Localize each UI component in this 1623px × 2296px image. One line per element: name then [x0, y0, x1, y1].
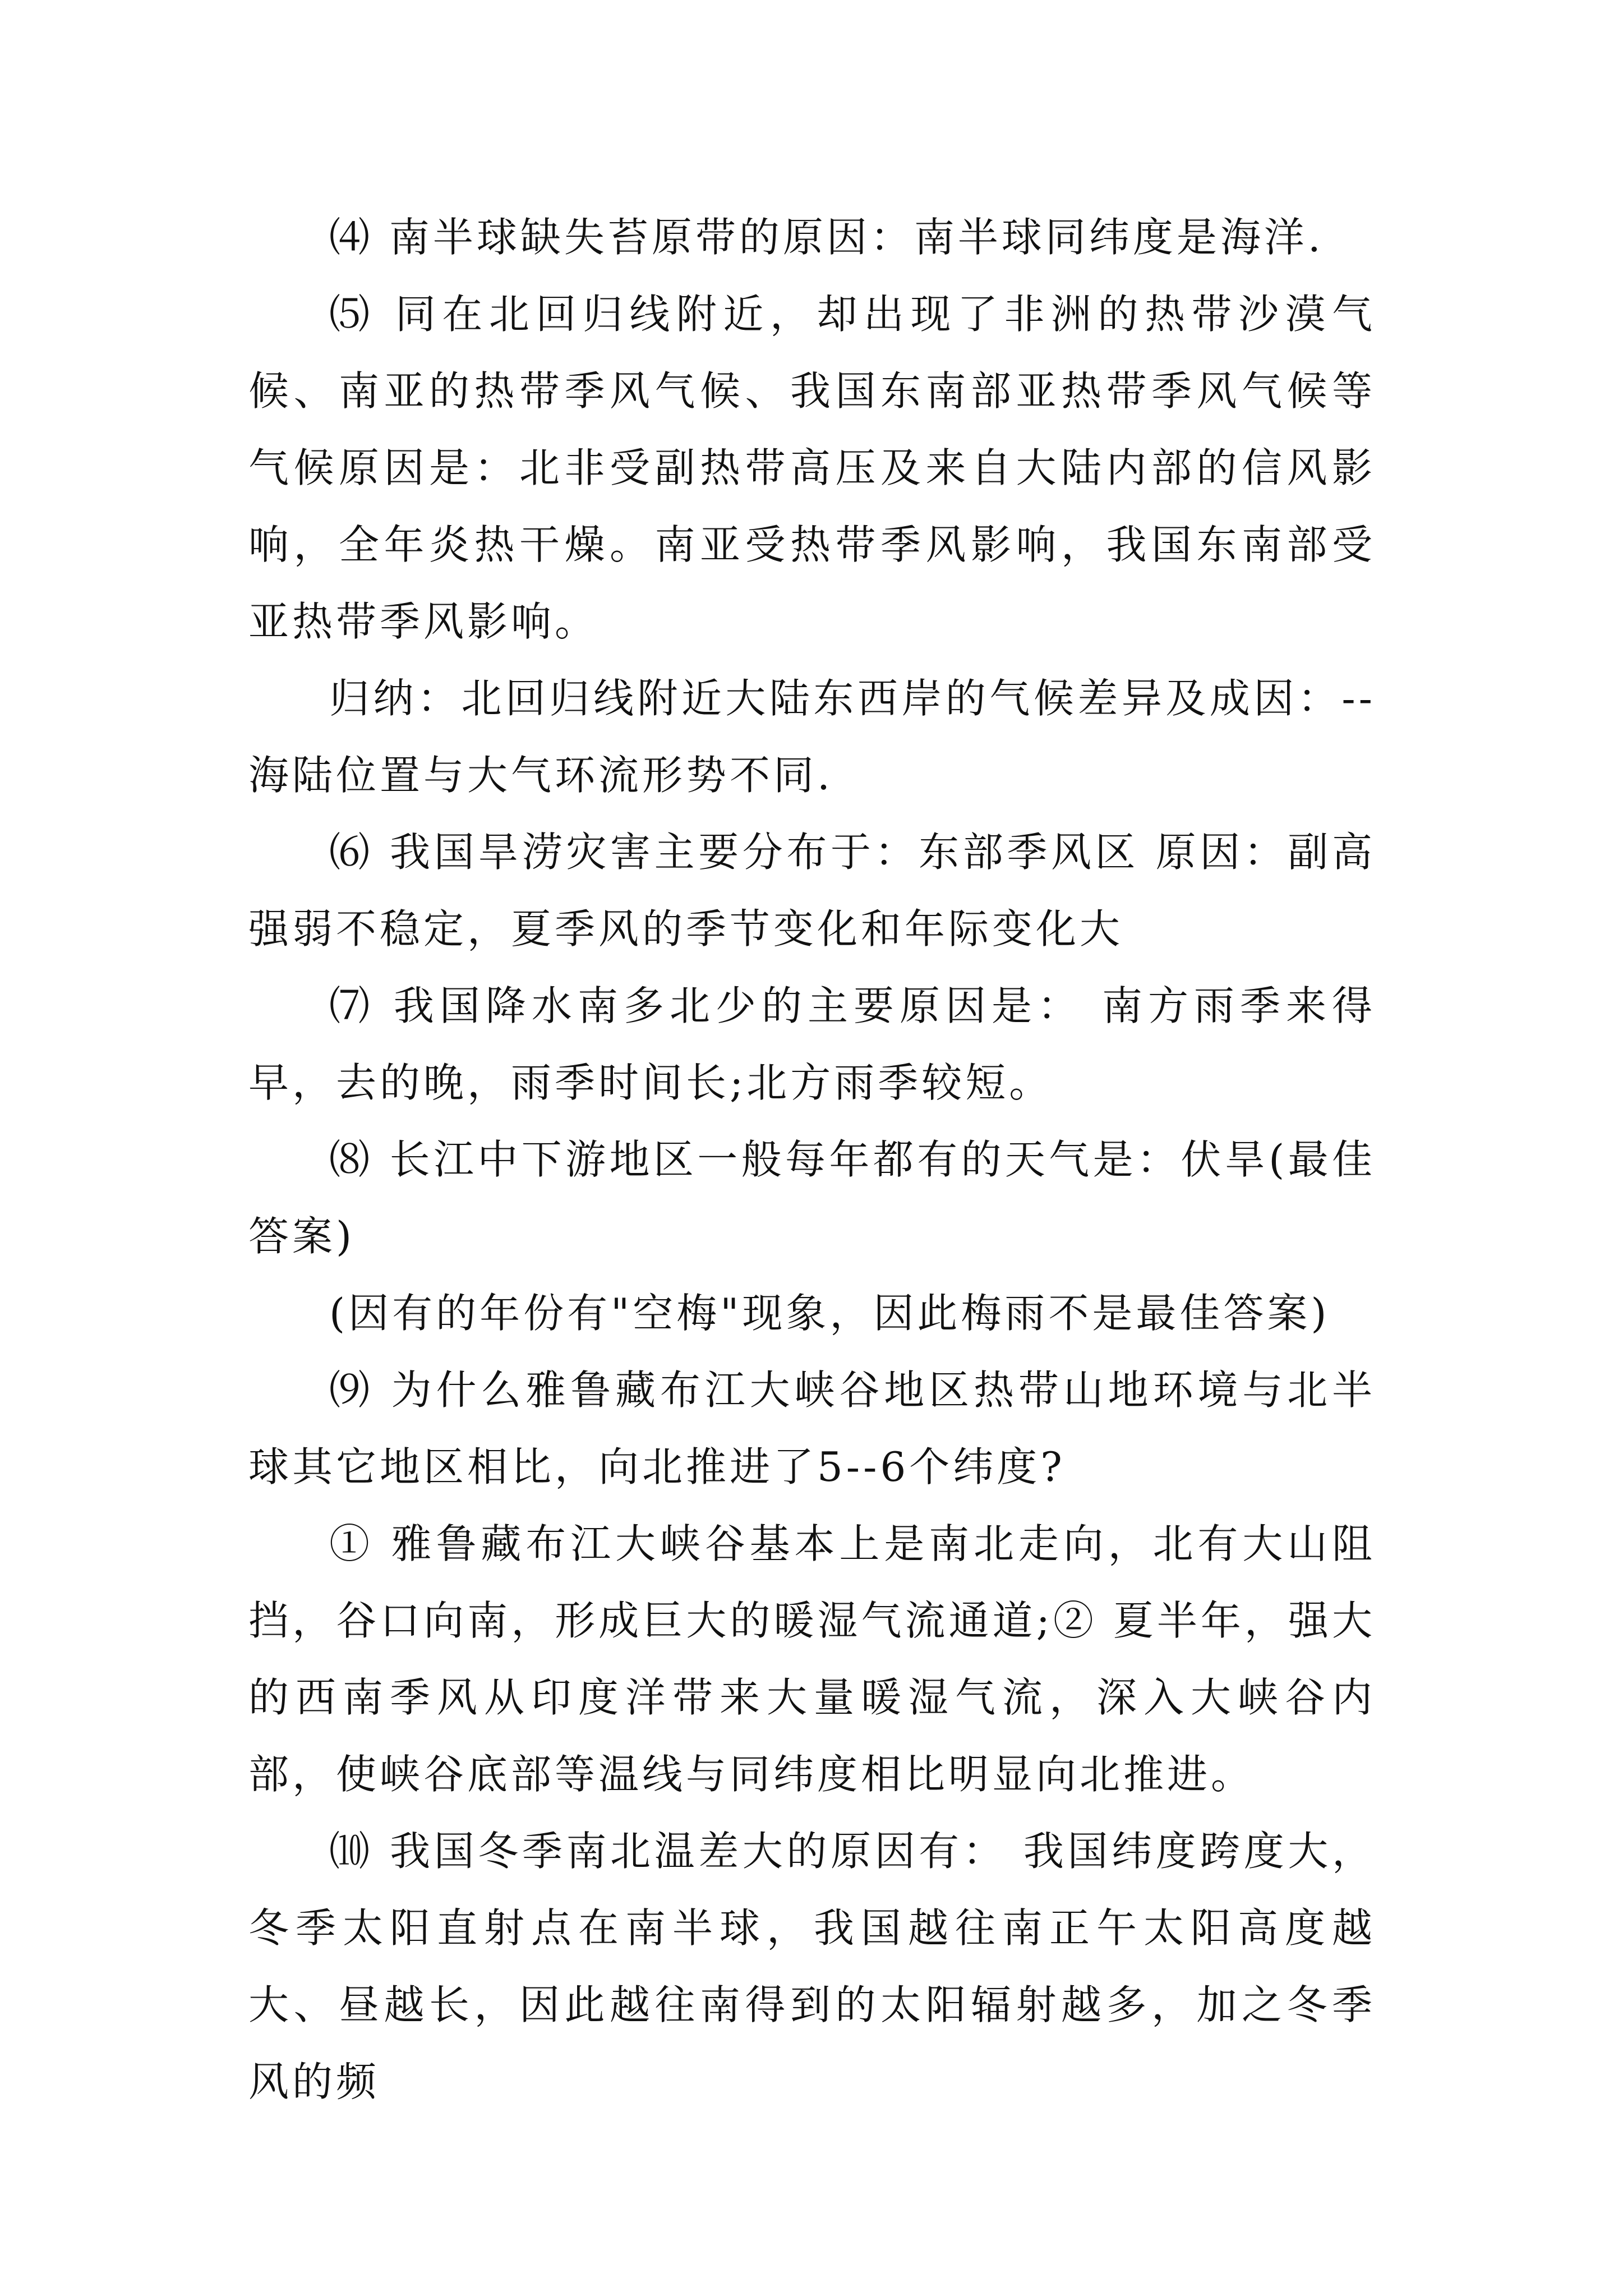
- paragraph-7-rainfall: ⑺ 我国降水南多北少的主要原因是： 南方雨季来得早，去的晚，雨季时间长;北方雨季较短。: [248, 982, 1376, 1106]
- paragraph-5-tropic-climates: ⑸ 同在北回归线附近，却出现了非洲的热带沙漠气候、南亚的热带季风气候、我国东南部亚热带季风气候等气候原因是：北非受副热带高压及来自大陆内部的信风影响，全年炎热干燥。南亚受热带季风影响，我国东南部受亚热带季风影响。: [248, 291, 1376, 645]
- paragraph-summary: 归纳：北回归线附近大陆东西岸的气候差异及成因：--海陆位置与大气环流形势不同.: [248, 675, 1376, 799]
- paragraph-10-winter-temperature: ⑽ 我国冬季南北温差大的原因有： 我国纬度跨度大，冬季太阳直射点在南半球，我国越往南正午太阳高度越大、昼越长，因此越往南得到的太阳辐射越多，加之冬季风的频: [248, 1828, 1376, 2105]
- document-body: [248, 199, 1376, 2120]
- paragraph-6-drought-flood: ⑹ 我国旱涝灾害主要分布于：东部季风区 原因：副高强弱不稳定，夏季风的季节变化和年际变化大: [248, 829, 1376, 953]
- paragraph-4-tundra: ⑷ 南半球缺失苔原带的原因：南半球同纬度是海洋.: [329, 214, 1324, 261]
- paragraph-9-answer: ① 雅鲁藏布江大峡谷基本上是南北走向，北有大山阻挡，谷口向南，形成巨大的暖湿气流通道;② 夏半年，强大的西南季风从印度洋带来大量暖湿气流，深入大峡谷内部，使峡谷底部等温线与同纬度相比明显向北推进。: [248, 1520, 1376, 1798]
- paragraph-9-question: ⑼ 为什么雅鲁藏布江大峡谷地区热带山地环境与北半球其它地区相比，向北推进了5--6个纬度?: [248, 1366, 1376, 1490]
- paragraph-8-note: (因有的年份有"空梅"现象，因此梅雨不是最佳答案): [329, 1290, 1330, 1337]
- paragraph-8-yangtze-weather: ⑻ 长江中下游地区一般每年都有的天气是：伏旱(最佳答案): [248, 1136, 1376, 1260]
